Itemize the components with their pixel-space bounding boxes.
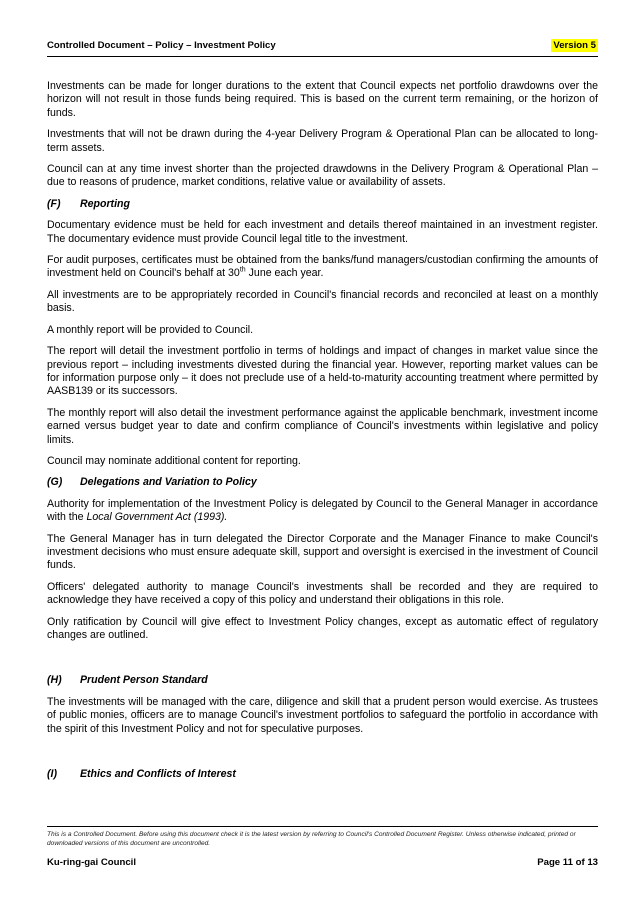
paragraph: All investments are to be appropriately recorded in Council's financial records and reconciled at least on a monthly basis. xyxy=(47,288,598,315)
paragraph: Investments can be made for longer durations to the extent that Council expects net portfolio drawdowns over the horizon will not result in those funds being required. This is based on the current term remaining, or the horizon of funds. xyxy=(47,80,598,119)
page-number: Page 11 of 13 xyxy=(537,857,598,869)
spacer xyxy=(47,744,598,768)
organisation-name: Ku-ring-gai Council xyxy=(47,857,136,869)
controlled-document-note: This is a Controlled Document. Before using this document check it is the latest version by referring to Council's Controlled Document Register. Unless otherwise indicated, printed or downloaded versions of this document are uncontrolled. xyxy=(47,831,576,847)
footer-bar xyxy=(47,857,598,871)
section-heading-prudent-person xyxy=(47,674,598,687)
paragraph: The report will detail the investment portfolio in terms of holdings and impact of changes in market value since the previous report – including investments divested during the financial year. However, reporting market values can be for information purpose only – it does not preclude use of a held-to-maturity accounting treatment where permitted by AASB139 or its successors. xyxy=(47,345,598,398)
paragraph: The investments will be managed with the care, diligence and skill that a prudent person would exercise. As trustees of public monies, officers are to manage Council's investment portfolios to safeguard the portfolio in accordance with the spirit of this Investment Policy and not for speculative purposes. xyxy=(47,695,598,735)
paragraph: The General Manager has in turn delegated the Director Corporate and the Manager Finance to make Council's investment decisions who must ensure adequate skill, support and oversight is exercised in the investment of Council funds. xyxy=(47,532,598,572)
section-label: (I) xyxy=(47,768,57,781)
paragraph: Council may nominate additional content for reporting. xyxy=(47,454,301,467)
paragraph: Only ratification by Council will give effect to Investment Policy changes, except as automatic effect of regulatory changes are outlined. xyxy=(47,615,598,641)
paragraph: Investments that will not be drawn during the 4-year Delivery Program & Operational Plan can be allocated to long-term assets. xyxy=(47,128,598,154)
paragraph xyxy=(47,498,598,525)
text-run: June each year. xyxy=(245,267,324,280)
superscript: th xyxy=(239,266,246,274)
section-title: Delegations and Variation to Policy xyxy=(79,476,257,489)
section-label: (G) xyxy=(47,476,63,489)
section-title: Ethics and Conflicts of Interest xyxy=(79,768,236,781)
version-badge: Version 5 xyxy=(553,40,596,51)
paragraph: Documentary evidence must be held for each investment and details thereof maintained in an investment register. The documentary evidence must provide Council legal title to the investment. xyxy=(47,219,598,245)
section-label: (F) xyxy=(47,197,61,210)
section-label: (H) xyxy=(47,674,62,687)
document-title: Controlled Document – Policy – Investment Policy xyxy=(47,40,276,51)
section-heading-ethics xyxy=(47,768,598,781)
page-header xyxy=(47,38,598,57)
act-reference: Local Government Act (1993). xyxy=(86,511,228,524)
section-heading-reporting xyxy=(47,198,598,211)
section-heading-delegations xyxy=(47,476,598,489)
paragraph: A monthly report will be provided to Council. xyxy=(47,323,254,336)
paragraph: Officers' delegated authority to manage Council's investments shall be recorded and they are required to acknowledge they have received a copy of this policy and understand their obligations in this role. xyxy=(47,580,598,607)
paragraph xyxy=(47,254,598,281)
text-run: Authority for implementation of the Investment Policy is delegated by Council to the General Manager in accordance with the xyxy=(47,497,598,524)
section-title: Prudent Person Standard xyxy=(79,674,208,687)
page-footer xyxy=(47,826,598,871)
paragraph: Council can at any time invest shorter than the projected drawdowns in the Delivery Program & Operational Plan – due to reasons of prudence, market conditions, relative value or availability of assets. xyxy=(47,163,598,189)
spacer xyxy=(47,650,598,674)
text-run: For audit purposes, certificates must be obtained from the banks/fund managers/custodian confirming the amounts of investment held on Council's behalf at 30 xyxy=(47,254,598,280)
document-body xyxy=(47,80,598,789)
paragraph: The monthly report will also detail the investment performance against the applicable benchmark, investment income earned versus budget year to date and confirm compliance of Council's investments within legislative and policy limits. xyxy=(47,406,598,446)
section-title: Reporting xyxy=(79,197,130,210)
